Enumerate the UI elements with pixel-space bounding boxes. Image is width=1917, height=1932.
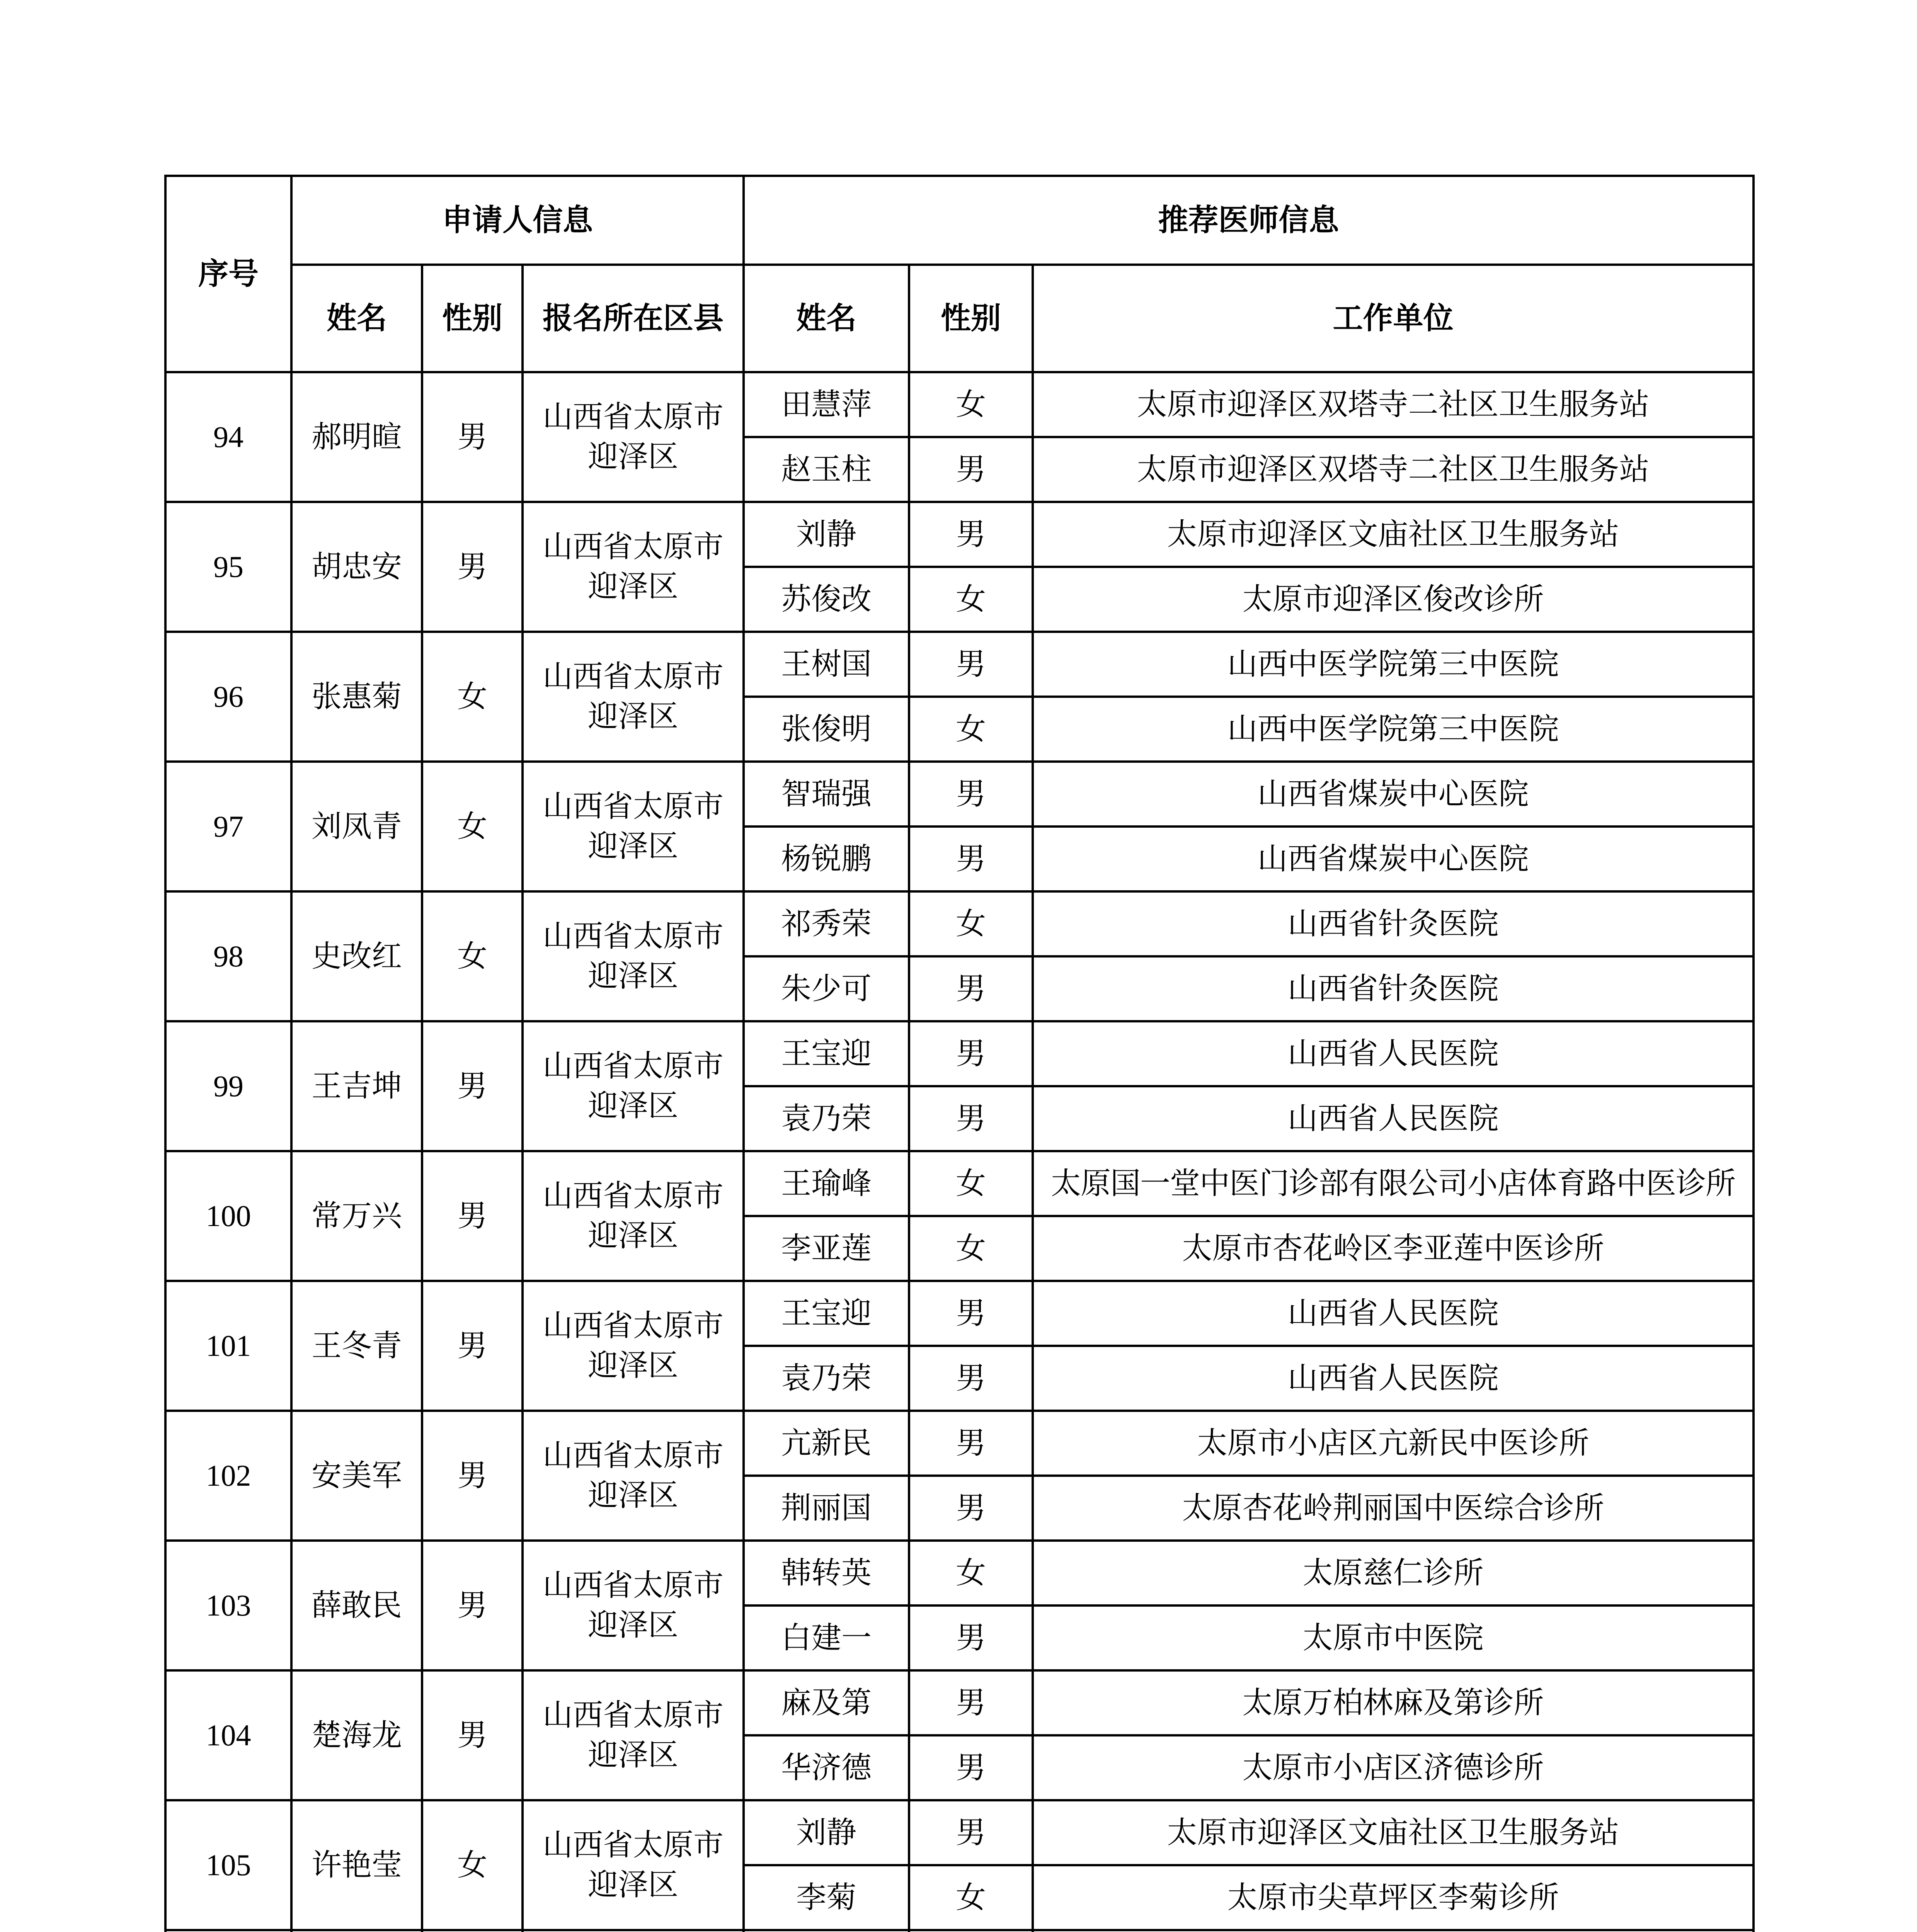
applicant-district-text: 山西省太原市迎泽区 xyxy=(543,529,724,604)
applicant-gender: 男 xyxy=(422,1541,523,1670)
doctor-name: 杨锐鹏 xyxy=(744,827,909,891)
doctor-gender: 女 xyxy=(909,1216,1033,1281)
doctor-gender: 男 xyxy=(909,1086,1033,1151)
applicant-district-text: 山西省太原市迎泽区 xyxy=(543,1568,724,1643)
doctor-gender: 男 xyxy=(909,1476,1033,1541)
doctor-workplace xyxy=(1033,1930,1754,1932)
doctor-workplace: 山西中医学院第三中医院 xyxy=(1033,632,1754,697)
applicant-district-text: 山西省太原市迎泽区 xyxy=(543,659,724,734)
row-seq: 98 xyxy=(165,891,291,1021)
applicant-gender: 女 xyxy=(422,762,523,891)
doctor-name: 赵玉柱 xyxy=(744,437,909,502)
doctor-workplace: 太原市小店区济德诊所 xyxy=(1033,1735,1754,1800)
doctor-name: 刘静 xyxy=(744,1800,909,1865)
doctor-name: 王瑜峰 xyxy=(744,1151,909,1216)
doctor-workplace: 山西省人民医院 xyxy=(1033,1346,1754,1411)
applicant-gender: 男 xyxy=(422,1021,523,1151)
table-row xyxy=(165,1151,1754,1216)
header-doctor-gender: 性别 xyxy=(909,265,1033,372)
applicant-district xyxy=(523,762,744,891)
applicant-district xyxy=(523,502,744,632)
header-row-2 xyxy=(165,265,1754,372)
doctor-name xyxy=(744,1930,909,1932)
doctor-workplace: 山西省针灸医院 xyxy=(1033,956,1754,1021)
doctor-workplace: 太原市中医院 xyxy=(1033,1605,1754,1670)
row-seq: 96 xyxy=(165,632,291,762)
header-applicant-district: 报名所在区县 xyxy=(543,301,724,336)
doctor-workplace: 山西省煤炭中心医院 xyxy=(1033,827,1754,891)
doctor-name: 祁秀荣 xyxy=(744,891,909,956)
doctor-workplace: 太原万柏林麻及第诊所 xyxy=(1033,1670,1754,1735)
applicant-district-text: 山西省太原市迎泽区 xyxy=(543,1438,724,1513)
applicant-district-text: 山西省太原市迎泽区 xyxy=(543,1179,724,1253)
header-applicant-group: 申请人信息 xyxy=(291,176,744,265)
doctor-workplace: 太原市小店区亢新民中医诊所 xyxy=(1033,1411,1754,1476)
doctor-name: 田慧萍 xyxy=(744,372,909,437)
doctor-gender: 男 xyxy=(909,1605,1033,1670)
doctor-name: 韩转英 xyxy=(744,1541,909,1605)
doctor-name: 李亚莲 xyxy=(744,1216,909,1281)
applicant-district xyxy=(523,372,744,502)
row-seq: 103 xyxy=(165,1541,291,1670)
doctor-name: 王宝迎 xyxy=(744,1021,909,1086)
doctor-name: 袁乃荣 xyxy=(744,1346,909,1411)
doctor-name: 荆丽国 xyxy=(744,1476,909,1541)
header-doctor-name: 姓名 xyxy=(744,265,909,372)
doctor-gender: 男 xyxy=(909,1800,1033,1865)
applicant-name: 王冬青 xyxy=(291,1281,422,1411)
applicant-name: 张惠菊 xyxy=(291,632,422,762)
table-row xyxy=(165,762,1754,827)
applicant-name: 史改红 xyxy=(291,891,422,1021)
table-row xyxy=(165,1930,1754,1932)
applicant-district xyxy=(523,1930,744,1932)
applicant-name: 薛敢民 xyxy=(291,1541,422,1670)
doctor-workplace: 太原国一堂中医门诊部有限公司小店体育路中医诊所 xyxy=(1033,1151,1754,1216)
row-seq: 102 xyxy=(165,1411,291,1541)
row-seq: 95 xyxy=(165,502,291,632)
doctor-gender: 女 xyxy=(909,1541,1033,1605)
doctor-name: 智瑞强 xyxy=(744,762,909,827)
table-row xyxy=(165,1670,1754,1735)
row-seq: 105 xyxy=(165,1800,291,1930)
row-seq: 97 xyxy=(165,762,291,891)
header-seq: 序号 xyxy=(165,176,291,372)
row-seq xyxy=(165,1930,291,1932)
applicant-name: 安美军 xyxy=(291,1411,422,1541)
doctor-workplace: 山西省人民医院 xyxy=(1033,1086,1754,1151)
table-row xyxy=(165,1411,1754,1476)
applicant-gender: 男 xyxy=(422,1151,523,1281)
doctor-workplace: 太原市杏花岭区李亚莲中医诊所 xyxy=(1033,1216,1754,1281)
applicant-name: 王吉坤 xyxy=(291,1021,422,1151)
doctor-workplace: 太原杏花岭荆丽国中医综合诊所 xyxy=(1033,1476,1754,1541)
applicant-table xyxy=(164,175,1755,1932)
table-row xyxy=(165,1021,1754,1086)
doctor-name: 白建一 xyxy=(744,1605,909,1670)
doctor-name: 张俊明 xyxy=(744,697,909,762)
header-doctor-workplace: 工作单位 xyxy=(1033,265,1754,372)
applicant-gender: 女 xyxy=(422,632,523,762)
doctor-gender: 男 xyxy=(909,502,1033,567)
table-row xyxy=(165,1281,1754,1346)
doctor-name: 朱少可 xyxy=(744,956,909,1021)
doctor-workplace: 太原市迎泽区双塔寺二社区卫生服务站 xyxy=(1033,372,1754,437)
doctor-name: 李菊 xyxy=(744,1865,909,1930)
table-row xyxy=(165,632,1754,697)
doctor-gender: 男 xyxy=(909,1411,1033,1476)
applicant-name: 楚海龙 xyxy=(291,1670,422,1800)
row-seq: 99 xyxy=(165,1021,291,1151)
doctor-gender: 男 xyxy=(909,956,1033,1021)
table-row xyxy=(165,372,1754,437)
applicant-name xyxy=(291,1930,422,1932)
doctor-workplace: 山西省人民医院 xyxy=(1033,1281,1754,1346)
applicant-district xyxy=(523,1151,744,1281)
table-row xyxy=(165,502,1754,567)
applicant-gender: 男 xyxy=(422,1670,523,1800)
applicant-district xyxy=(523,1541,744,1670)
doctor-workplace: 太原市尖草坪区李菊诊所 xyxy=(1033,1865,1754,1930)
header-applicant-gender: 性别 xyxy=(422,265,523,372)
applicant-gender: 男 xyxy=(422,502,523,632)
doctor-name: 麻及第 xyxy=(744,1670,909,1735)
applicant-district xyxy=(523,1281,744,1411)
applicant-district-text: 山西省太原市迎泽区 xyxy=(543,919,724,993)
doctor-gender: 男 xyxy=(909,632,1033,697)
table-row xyxy=(165,1541,1754,1605)
doctor-workplace: 山西中医学院第三中医院 xyxy=(1033,697,1754,762)
applicant-gender: 女 xyxy=(422,891,523,1021)
applicant-gender: 女 xyxy=(422,1800,523,1930)
row-seq: 100 xyxy=(165,1151,291,1281)
doctor-name: 刘静 xyxy=(744,502,909,567)
doctor-gender: 男 xyxy=(909,437,1033,502)
doctor-name: 华济德 xyxy=(744,1735,909,1800)
doctor-workplace: 山西省针灸医院 xyxy=(1033,891,1754,956)
row-seq: 94 xyxy=(165,372,291,502)
applicant-name: 胡忠安 xyxy=(291,502,422,632)
applicant-name: 刘凤青 xyxy=(291,762,422,891)
doctor-name: 苏俊改 xyxy=(744,567,909,632)
header-applicant-name: 姓名 xyxy=(291,265,422,372)
header-row-1 xyxy=(165,176,1754,265)
table-row xyxy=(165,891,1754,956)
applicant-district-text: 山西省太原市迎泽区 xyxy=(543,1698,724,1772)
applicant-name: 许艳莹 xyxy=(291,1800,422,1930)
doctor-gender: 女 xyxy=(909,697,1033,762)
applicant-district xyxy=(523,1021,744,1151)
doctor-workplace: 太原市迎泽区俊改诊所 xyxy=(1033,567,1754,632)
applicant-district-text: 山西省太原市迎泽区 xyxy=(543,789,724,864)
doctor-workplace: 太原市迎泽区文庙社区卫生服务站 xyxy=(1033,1800,1754,1865)
applicant-district xyxy=(523,1800,744,1930)
applicant-district-text: 山西省太原市迎泽区 xyxy=(543,400,724,474)
doctor-name: 王宝迎 xyxy=(744,1281,909,1346)
doctor-gender: 男 xyxy=(909,1021,1033,1086)
applicant-district-text: 山西省太原市迎泽区 xyxy=(543,1828,724,1902)
applicant-gender: 男 xyxy=(422,1411,523,1541)
doctor-name: 袁乃荣 xyxy=(744,1086,909,1151)
row-seq: 104 xyxy=(165,1670,291,1800)
doctor-workplace: 山西省人民医院 xyxy=(1033,1021,1754,1086)
row-seq: 101 xyxy=(165,1281,291,1411)
table-row xyxy=(165,1800,1754,1865)
applicant-name: 常万兴 xyxy=(291,1151,422,1281)
doctor-gender: 女 xyxy=(909,891,1033,956)
doctor-workplace: 太原市迎泽区文庙社区卫生服务站 xyxy=(1033,502,1754,567)
doctor-gender: 男 xyxy=(909,1346,1033,1411)
doctor-workplace: 太原慈仁诊所 xyxy=(1033,1541,1754,1605)
applicant-gender: 男 xyxy=(422,372,523,502)
doctor-gender: 男 xyxy=(909,762,1033,827)
doctor-gender: 女 xyxy=(909,567,1033,632)
doctor-name: 王树国 xyxy=(744,632,909,697)
doctor-workplace: 太原市迎泽区双塔寺二社区卫生服务站 xyxy=(1033,437,1754,502)
doctor-gender: 男 xyxy=(909,1670,1033,1735)
applicant-district-text: 山西省太原市迎泽区 xyxy=(543,1049,724,1123)
applicant-name: 郝明暄 xyxy=(291,372,422,502)
doctor-gender xyxy=(909,1930,1033,1932)
doctor-gender: 女 xyxy=(909,1865,1033,1930)
applicant-district xyxy=(523,891,744,1021)
header-doctor-group: 推荐医师信息 xyxy=(744,176,1754,265)
doctor-name: 亢新民 xyxy=(744,1411,909,1476)
applicant-district xyxy=(523,1670,744,1800)
applicant-district xyxy=(523,1411,744,1541)
applicant-gender xyxy=(422,1930,523,1932)
applicant-district xyxy=(523,632,744,762)
doctor-gender: 男 xyxy=(909,1281,1033,1346)
applicant-district-text: 山西省太原市迎泽区 xyxy=(543,1308,724,1383)
doctor-gender: 女 xyxy=(909,1151,1033,1216)
doctor-gender: 男 xyxy=(909,827,1033,891)
doctor-gender: 男 xyxy=(909,1735,1033,1800)
doctor-gender: 女 xyxy=(909,372,1033,437)
doctor-workplace: 山西省煤炭中心医院 xyxy=(1033,762,1754,827)
applicant-gender: 男 xyxy=(422,1281,523,1411)
